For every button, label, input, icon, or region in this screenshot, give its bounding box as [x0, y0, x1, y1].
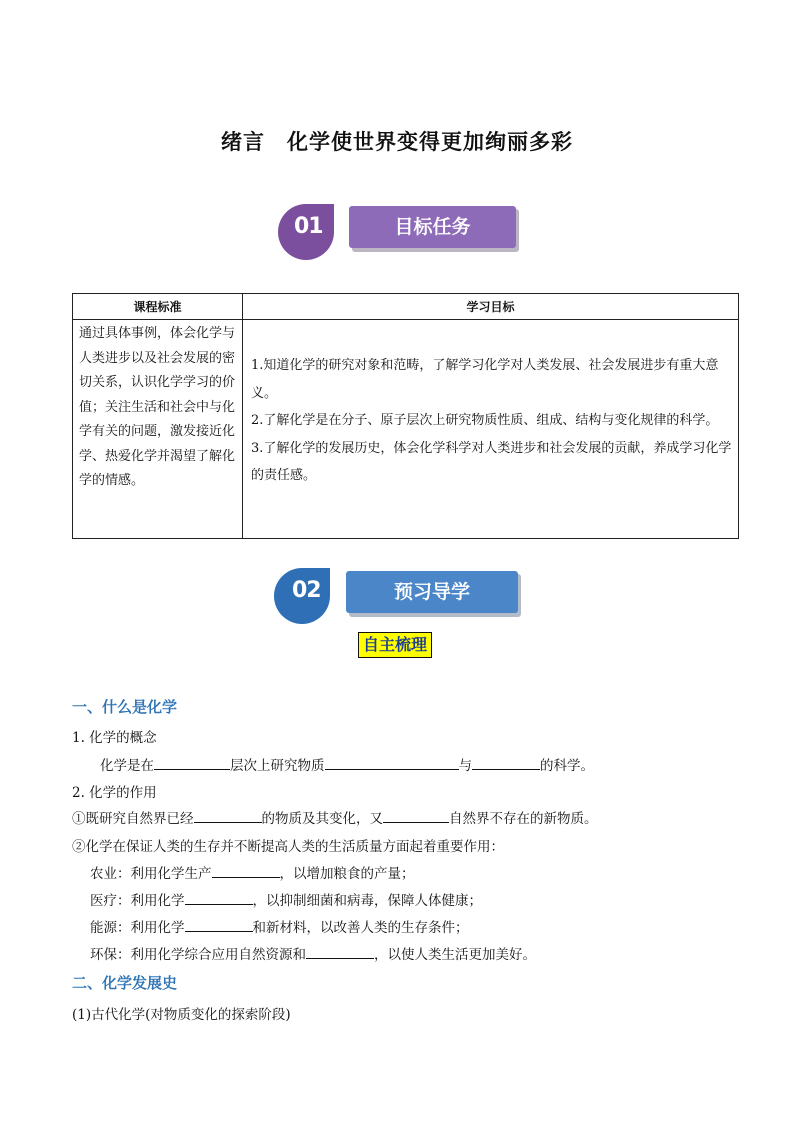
item-concept: 1. 化学的概念	[72, 730, 157, 746]
section-label: 预习导学	[393, 581, 470, 603]
section-number: 01	[294, 214, 323, 239]
energy-line: 能源：利用化学 和新材料，以改善人类的生存条件；	[90, 916, 469, 936]
fill-blank[interactable]	[154, 755, 230, 770]
agriculture-line: 农业：利用化学生产 ，以增加粮食的产量；	[90, 862, 415, 882]
role-line-2: ②化学在保证人类的生存并不断提高人类的生活质量方面起着重要作用：	[72, 839, 504, 855]
objectives-cell	[243, 320, 739, 539]
objective-item: 1.知道化学的研究对象和范畴，了解学习化学对人类发展、社会发展进步有重大意义。	[251, 358, 719, 401]
environment-line: 环保：利用化学综合应用自然资源和 ，以使人类生活更加美好。	[90, 943, 536, 963]
definition-line: 化学是在 层次上研究物质 与 的科学。	[100, 754, 594, 774]
ancient-chemistry-item: (1)古代化学(对物质变化的探索阶段)	[72, 1007, 291, 1023]
section-number: 02	[292, 578, 321, 603]
fill-blank[interactable]	[472, 755, 540, 770]
section-header-preview	[272, 564, 522, 624]
fill-blank[interactable]	[383, 808, 449, 823]
table-header-standard: 课程标准	[73, 294, 243, 320]
heading-history: 二、化学发展史	[72, 974, 178, 992]
medicine-line: 医疗：利用化学 ，以抑制细菌和病毒，保障人体健康；	[90, 889, 482, 909]
table-header-objectives: 学习目标	[243, 294, 739, 320]
fill-blank[interactable]	[185, 917, 253, 932]
self-study-badge: 自主梳理	[358, 632, 432, 658]
fill-blank[interactable]	[185, 890, 253, 905]
fill-blank[interactable]	[306, 944, 374, 959]
objective-item: 3.了解化学的发展历史，体会化学科学对人类进步和社会发展的贡献，养成学习化学的责任感。	[251, 440, 732, 483]
fill-blank[interactable]	[212, 863, 280, 878]
fill-blank[interactable]	[194, 808, 262, 823]
page-title: 绪言 化学使世界变得更加绚丽多彩	[221, 130, 573, 154]
fill-blank[interactable]	[325, 755, 459, 770]
section-header-goals	[276, 200, 521, 260]
item-role: 2. 化学的作用	[72, 785, 157, 801]
role-line-1: ①既研究自然界已经 的物质及其变化，又 自然界不存在的新物质。	[72, 807, 598, 827]
objective-item: 2.了解化学是在分子、原子层次上研究物质性质、组成、结构与变化规律的科学。	[251, 413, 719, 428]
heading-what-is-chemistry: 一、什么是化学	[72, 698, 178, 716]
goals-table	[72, 293, 739, 539]
section-label: 目标任务	[394, 216, 471, 238]
curriculum-standard-cell: 通过具体事例，体会化学与人类进步以及社会发展的密切关系，认识化学学习的价值；关注生活和社会中与化学有关的问题，激发接近化学、热爱化学并渴望了解化学的情感。	[73, 320, 243, 539]
